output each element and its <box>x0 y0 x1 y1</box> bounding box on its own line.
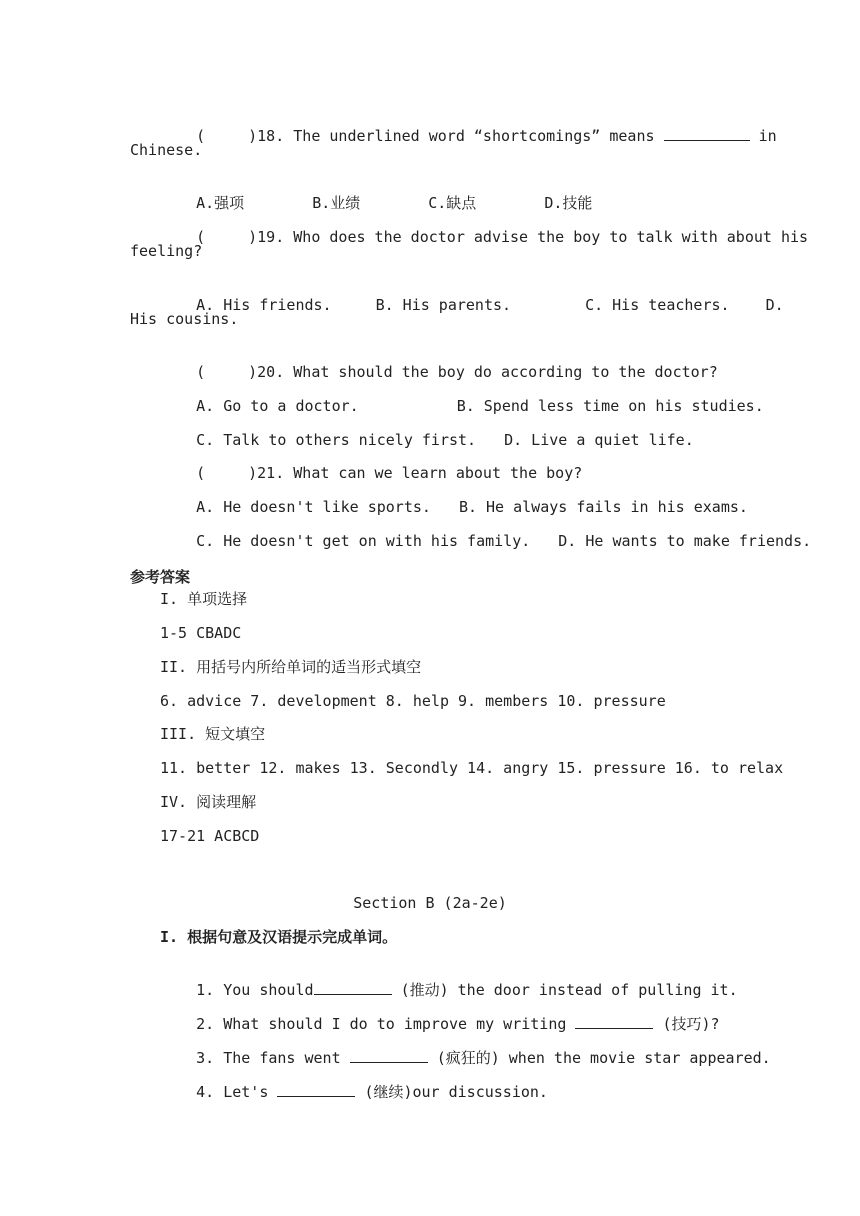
fill-item-1: 1. You should (推动) the door instead of pulling it. <box>196 981 738 999</box>
fill-item-3: 3. The fans went (疯狂的) when the movie star appeared. <box>196 1049 771 1067</box>
question-19-option-d-cont: His cousins. <box>130 310 239 328</box>
question-19-options <box>160 275 784 335</box>
option-b: B. Spend less time on his studies. <box>456 397 764 415</box>
option-b: B. He always fails in his exams. <box>458 498 748 516</box>
answers-section-1-title: I. 单项选择 <box>160 590 248 608</box>
answers-heading: 参考答案 <box>130 568 191 586</box>
section-b-title: Section B (2a-2e) <box>353 894 507 912</box>
question-18-cont: Chinese. <box>130 141 203 159</box>
question-21-options-cd <box>160 511 811 571</box>
question-21: ( )21. What can we learn about the boy? <box>196 464 583 482</box>
option-c: C. His teachers. <box>585 296 730 314</box>
option-a: A. His friends. <box>196 296 332 314</box>
blank[interactable] <box>575 1014 653 1029</box>
option-b: B.业绩 <box>312 194 361 212</box>
option-c: C. Talk to others nicely first. <box>196 431 477 449</box>
question-20: ( )20. What should the boy do according to the doctor? <box>196 363 718 381</box>
section-b-part-1-title: I. 根据句意及汉语提示完成单词。 <box>160 928 398 946</box>
blank <box>664 126 750 141</box>
answers-section-3-title: III. 短文填空 <box>160 725 266 743</box>
question-19-cont: feeling? <box>130 242 203 260</box>
fill-item-4: 4. Let's (继续)our discussion. <box>196 1083 548 1101</box>
blank[interactable] <box>350 1048 428 1063</box>
option-c: C.缺点 <box>428 194 477 212</box>
answer-paren: ( <box>196 363 206 381</box>
option-d: D. He wants to make friends. <box>558 532 812 550</box>
answers-section-4: 17-21 ACBCD <box>160 827 260 845</box>
option-a: A.强项 <box>196 194 245 212</box>
option-b: B. His parents. <box>375 296 512 314</box>
question-21-text: 21. What can we learn about the boy? <box>257 464 583 482</box>
answer-paren: ( <box>196 228 206 246</box>
question-18-text: 18. The underlined word “shortcomings” means <box>257 127 655 145</box>
answer-paren: ( <box>196 127 206 145</box>
option-a: A. Go to a doctor. <box>196 397 359 415</box>
option-d: D.技能 <box>544 194 593 212</box>
option-c: C. He doesn't get on with his family. <box>196 532 531 550</box>
blank[interactable] <box>277 1082 355 1097</box>
answers-section-4-title: IV. 阅读理解 <box>160 793 257 811</box>
answer-paren: ( <box>196 464 206 482</box>
answers-section-3: 11. better 12. makes 13. Secondly 14. angry 15. pressure 16. to relax <box>160 759 784 777</box>
answers-section-2: 6. advice 7. development 8. help 9. members 10. pressure <box>160 692 666 710</box>
answers-section-2-title: II. 用括号内所给单词的适当形式填空 <box>160 658 422 676</box>
option-d: D. Live a quiet life. <box>504 431 694 449</box>
answers-section-1: 1-5 CBADC <box>160 624 242 642</box>
blank[interactable] <box>314 980 392 995</box>
question-20-text: 20. What should the boy do according to the doctor? <box>257 363 718 381</box>
fill-item-2: 2. What should I do to improve my writing (技巧)? <box>196 1015 720 1033</box>
option-d: D. <box>765 296 784 314</box>
question-19-text: 19. Who does the doctor advise the boy to talk with about his <box>257 228 809 246</box>
option-a: A. He doesn't like sports. <box>196 498 431 516</box>
question-18: ( )18. The underlined word “shortcomings” means in <box>196 127 777 145</box>
question-19: ( )19. Who does the doctor advise the boy to talk with about his <box>196 228 809 246</box>
